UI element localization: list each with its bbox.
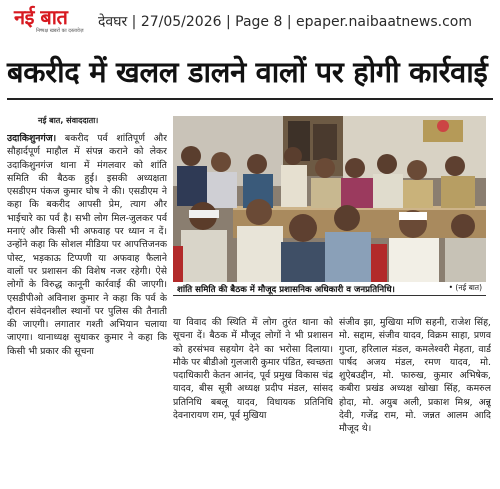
dateline: नई बात, संवाददाता। [38,116,99,125]
edition-info: देवघर | 27/05/2026 | Page 8 | epaper.naibaatnews.com [98,14,472,30]
article-column-2: या विवाद की स्थिति में लोग तुरंत थाना को सूचना दें। बैठक में मौजूद लोगों ने भी प्रशासन को हरसंभव सहयोग देने का भरोसा दिलाया। मौके पर बीडीओ गुलजारी कुमार पंडित, स्वच्छता पदाधिकारी केतन आनंद, पूर्व प्रमुख विकास चंद्र यादव, बीस सूत्री अध्यक्ष प्रदीप मंडल, सांसद प्रतिनिधि बबलू यादव, विधायक प्रतिनिधि देवनारायण राम, पूर्व मुखिया [173,317,333,422]
photo-caption-bar [173,282,486,296]
newspaper-logo[interactable] [14,6,96,36]
place-name: उदाकिशुनगंज। [7,133,57,144]
article-column-3: संजीव झा, मुखिया मणि सहनी, राजेश सिंह, मो. सद्दाम, संजीव यादव, विक्रम साहा, प्रणव गुप्ता, हरिलाल मंडल, कमलेश्वरी मेहता, वार्ड पार्षद अजय मंडल, रमण यादव, मो. शुऐबउद्दीन, मो. फारुख, कुमार अभिषेक, कबीरा प्रखंड अध्यक्ष खोखा सिंह, कमरुल होदा, मो. अयुब अली, प्रकाश मिश्र, अन्नू देवी, गजेंद्र राम, मो. जन्नत आलम आदि मौजूद थे। [339,317,491,435]
article-headline: बकरीद में खलल डालने वालों पर होगी कार्रवाई [7,55,488,89]
meeting-photo [173,116,486,282]
article-column-1 [7,132,167,482]
logo-text: नई बात [14,5,68,29]
photo-credit: • (नई बात) [448,283,482,292]
logo-tagline: निष्पक्ष खबरों का दस्तावेज़ [36,28,84,34]
photo-caption: शांति समिति की बैठक में मौजूद प्रशासनिक अधिकारी व जनप्रतिनिधि। [177,285,395,295]
headline-rule [7,98,493,100]
meeting-photo-illustration [173,116,486,282]
masthead [0,0,500,40]
column-1-text: बकरीद पर्व शांतिपूर्ण और सौहार्दपूर्ण माहौल में संपन्न कराने को लेकर उदाकिशुनगंज थाना में मंगलवार को शांति समिति की बैठक हुई। इसकी अध्यक्षता एसडीएम पंकज कुमार घोष ने की। एसडीएम ने कहा कि बकरीद आपसी प्रेम, त्याग और भाईचारे का पर्व है। सभी लोग मिल-जुलकर पर्व मनाएं और किसी भी अफवाह पर ध्यान न दें। उन्होंने कहा कि सोशल मीडिया पर आपत्तिजनक पोस्ट, भड़काऊ टिप्पणी या अफवाह फैलाने वालों पर प्रशासन की विशेष नजर रहेगी। ऐसे लोगों के विरुद्ध कानूनी कार्रवाई की जाएगी। एसडीपीओ अविनाश कुमार ने कहा कि पर्व के दौरान संवेदनशील स्थानों पर पुलिस की तैनाती की जाएगी। लगातार गश्ती अभियान चलाया जाएगा। थानाध्यक्ष सुधाकर कुमार ने कहा कि किसी भी प्रकार की सूचना [7,133,167,357]
